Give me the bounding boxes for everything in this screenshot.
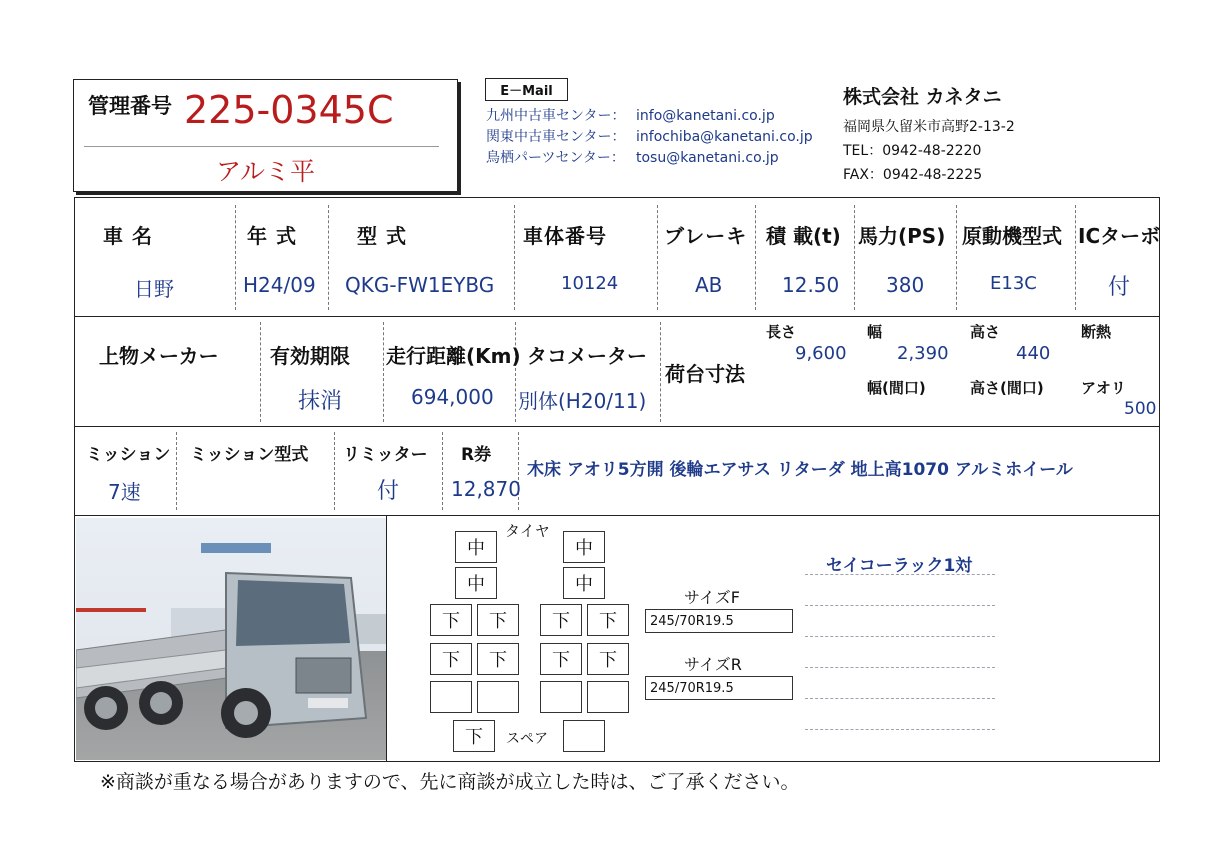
email-label: E－Mail [500, 84, 553, 99]
horsepower-label: 馬力(PS) [858, 224, 946, 248]
col-divider [514, 205, 515, 310]
col-divider [235, 205, 236, 310]
bed-size-label: 荷台寸法 [665, 362, 745, 386]
year: H24/09 [243, 273, 316, 297]
turbo: 付 [1108, 275, 1131, 300]
tire-rear3-left-outer [430, 681, 472, 713]
mileage-label: 走行距離(Km) [386, 344, 521, 368]
brake: AB [695, 273, 723, 297]
col-divider [334, 432, 335, 510]
company-address: 福岡県久留米市高野2-13-2 [843, 119, 1015, 135]
tire-rear1-right-inner: 下 [540, 604, 582, 636]
r-ticket-label: R券 [461, 445, 492, 465]
equipment-line [805, 574, 995, 575]
email-row-kanto [486, 127, 813, 148]
email-center: 関東中古車センター： [486, 129, 626, 145]
height-label: 高さ [970, 323, 1001, 341]
aori-height: 500 [1124, 399, 1157, 419]
size-rear-label: サイズR [684, 655, 742, 674]
chassis-number: 10124 [561, 273, 619, 294]
equipment-line [805, 605, 995, 606]
mission-label: ミッション [86, 445, 171, 465]
mgmt-divider [84, 146, 439, 147]
col-divider [176, 432, 177, 510]
bed-width: 2,390 [897, 343, 949, 364]
valid-until-label: 有効期限 [270, 344, 350, 368]
company-fax: FAX：0942-48-2225 [843, 167, 983, 183]
tachometer-label: タコメーター [527, 344, 647, 368]
body-type: アルミ平 [216, 157, 316, 186]
tire-rear2-left-outer: 下 [430, 643, 472, 675]
company-tel: TEL：0942-48-2220 [843, 143, 982, 159]
width-label: 幅 [867, 323, 883, 341]
col-divider [657, 205, 658, 310]
brake-label: ブレーキ [664, 224, 748, 248]
limiter-label: リミッター [343, 445, 428, 465]
equipment-line [805, 667, 995, 668]
year-label: 年 式 [247, 224, 297, 248]
size-rear-value: 245/70R19.5 [645, 676, 793, 700]
footer-note: ※商談が重なる場合がありますので、先に商談が成立した時は、ご了承ください。 [100, 771, 800, 793]
limiter: 付 [377, 479, 400, 504]
tire-front2-right: 中 [563, 567, 605, 599]
mission: 7速 [108, 480, 141, 504]
tire-rear3-left-inner [477, 681, 519, 713]
company-name: 株式会社 カネタニ [843, 86, 1002, 108]
bed-height: 440 [1016, 343, 1051, 364]
tire-spare-2 [563, 720, 605, 752]
tire-rear2-left-inner: 下 [477, 643, 519, 675]
equipment-line [805, 729, 995, 730]
horsepower: 380 [886, 273, 925, 297]
tire-rear1-left-outer: 下 [430, 604, 472, 636]
management-number-box [73, 79, 458, 192]
email-address[interactable]: info@kanetani.co.jp [636, 108, 775, 124]
notes: 木床 アオリ5方開 後輪エアサス リターダ 地上高1070 アルミホイール [527, 460, 1073, 480]
truck-photo [76, 518, 386, 760]
col-divider [956, 205, 957, 310]
size-front-value: 245/70R19.5 [645, 609, 793, 633]
email-address[interactable]: infochiba@kanetani.co.jp [636, 129, 813, 145]
tire-title: タイヤ [505, 522, 550, 540]
email-center: 鳥栖パーツセンター： [486, 150, 625, 166]
engine-model: E13C [990, 273, 1037, 294]
engine-label: 原動機型式 [962, 224, 1062, 248]
photo-divider [386, 516, 387, 762]
tachometer: 別体(H20/11) [518, 389, 647, 413]
col-divider [260, 322, 261, 422]
height-opening-label: 高さ(間口) [970, 379, 1044, 397]
tire-rear3-right-outer [587, 681, 629, 713]
body-maker-label: 上物メーカー [99, 344, 219, 368]
vehicle-name-label: 車 名 [103, 224, 153, 248]
col-divider [328, 205, 329, 310]
email-address[interactable]: tosu@kanetani.co.jp [636, 150, 779, 166]
model-label: 型 式 [357, 224, 407, 248]
email-row-kyushu [486, 106, 813, 127]
tire-front-left-outer: 中 [455, 531, 497, 563]
col-divider [755, 205, 756, 310]
spare-label: スペア [506, 731, 548, 747]
tire-rear1-right-outer: 下 [587, 604, 629, 636]
col-divider [383, 322, 384, 422]
email-center: 九州中古車センター： [486, 108, 626, 124]
tire-rear2-right-inner: 下 [540, 643, 582, 675]
tire-spare: 下 [453, 720, 495, 752]
col-divider [1075, 205, 1076, 310]
tire-rear3-right-inner [540, 681, 582, 713]
length-label: 長さ [766, 323, 797, 341]
mission-type-label: ミッション型式 [190, 445, 309, 465]
email-list [486, 106, 813, 169]
row-divider-1 [74, 316, 1160, 317]
insulation-label: 断熱 [1081, 323, 1112, 341]
equipment-line [805, 698, 995, 699]
tire-rear1-left-inner: 下 [477, 604, 519, 636]
row-divider-3 [74, 515, 1160, 516]
mgmt-number: 225-0345C [184, 88, 394, 132]
bed-length: 9,600 [795, 343, 847, 364]
company-info [843, 82, 1015, 187]
r-ticket: 12,870 [451, 477, 521, 501]
truck-illustration [76, 518, 386, 760]
aori-label: アオリ [1081, 379, 1126, 397]
mileage: 694,000 [411, 385, 494, 409]
col-divider [442, 432, 443, 510]
load-capacity: 12.50 [782, 273, 840, 297]
valid-until: 抹消 [298, 389, 343, 414]
size-front-label: サイズF [684, 588, 740, 607]
row-divider-2 [74, 426, 1160, 427]
equipment-line [805, 636, 995, 637]
email-label-box [485, 78, 568, 101]
email-row-tosu [486, 148, 813, 169]
mgmt-label: 管理番号 [88, 94, 172, 118]
equipment-item: セイコーラック1対 [826, 556, 973, 576]
chassis-label: 車体番号 [523, 224, 607, 248]
tire-rear2-right-outer: 下 [587, 643, 629, 675]
col-divider [660, 322, 661, 422]
width-opening-label: 幅(間口) [867, 379, 926, 397]
turbo-label: ICターボ [1078, 224, 1161, 248]
col-divider [515, 322, 516, 422]
model: QKG-FW1EYBG [345, 273, 495, 297]
load-label: 積 載(t) [766, 224, 841, 248]
vehicle-name: 日野 [134, 277, 174, 301]
col-divider [854, 205, 855, 310]
tire-front2-left: 中 [455, 567, 497, 599]
tire-front-right-outer: 中 [563, 531, 605, 563]
